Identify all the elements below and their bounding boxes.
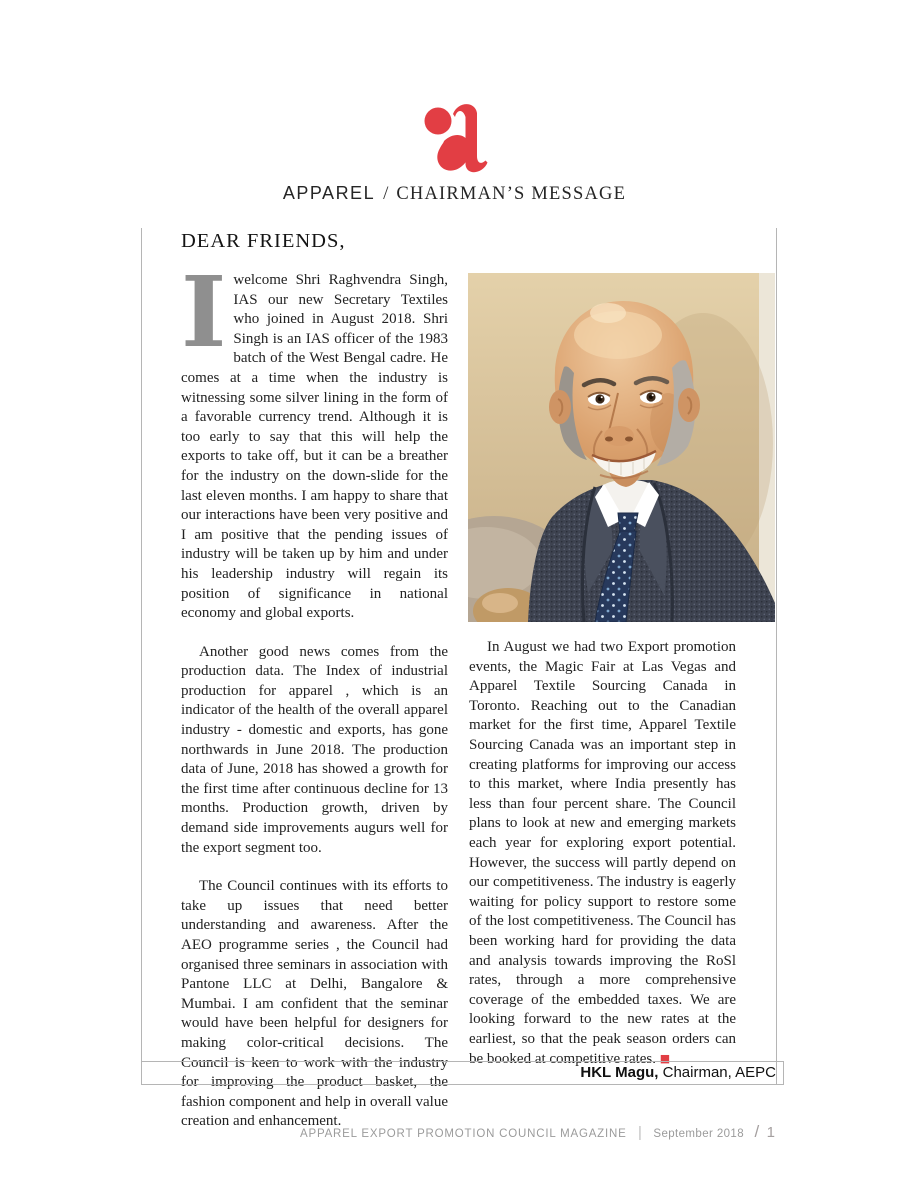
end-of-article-mark: ■ <box>659 1052 671 1066</box>
paragraph: The Council continues with its efforts to take up issues that need better understanding and awareness. After the AEO programme series , the Council had organised three seminars in association with Pantone LLC at Delhi, Bangalore & Mumbai. I am confident that the seminar would have been helpful for designers for making color-critical decisions. The Council is keen to work with the industry for improving the product basket, the fashion component and help in overall value creation and enhancement. <box>181 878 448 1130</box>
footer-separator: | <box>638 1124 642 1141</box>
issue-date: September 2018 <box>653 1128 745 1140</box>
page-footer <box>141 1122 775 1142</box>
right-column <box>469 638 736 1089</box>
chairman-photo <box>468 273 775 622</box>
section-title: CHAIRMAN’S MESSAGE <box>396 184 627 204</box>
apparel-a-logo-icon <box>413 98 497 178</box>
author-role: Chairman, AEPC <box>658 1064 776 1081</box>
author-name: HKL Magu, <box>580 1064 659 1081</box>
page-number-divider: / <box>754 1122 760 1141</box>
masthead <box>0 183 909 205</box>
magazine-name: APPAREL EXPORT PROMOTION COUNCIL MAGAZINE <box>300 1128 627 1140</box>
paragraph <box>181 255 448 624</box>
drop-cap: I <box>181 255 227 369</box>
paragraph-text: In August we had two Export promotion events, the Magic Fair at Las Vegas and Apparel Textile Sourcing Canada in Toronto. Reaching out to the Canadian market for the first time, Apparel Textile Sourcing Canada was an important step in creating platforms for improving our access to this market, where India presently has less than four percent share. The Council plans to look at new and emerging markets each year for exploring export potential. However, the success will partly depend on our competitiveness. The industry is eagerly waiting for policy support to restore some of the lost competitiveness. The Council has been working hard for providing the data and analysis towards improving the RoSl rates, through a more comprehensive coverage of the embedded taxes. We are looking forward to the new rates at the earliest, so that the peak season orders can be booked at competitive rates. <box>469 639 736 1068</box>
article-frame <box>141 228 777 1130</box>
masthead-divider: / <box>383 183 389 204</box>
greeting: DEAR FRIENDS, <box>181 230 346 252</box>
brand-name: APPAREL <box>282 183 376 203</box>
page-number: 1 <box>766 1124 775 1141</box>
paragraph: Another good news comes from the production data. The Index of industrial production for apparel , which is an indicator of the health of the overall apparel industry - domestic and exports, has gone northwards in June 2018. The production data of June, 2018 has showed a growth for the first time after continuous decline for 13 months. Production growth, driven by demand side improvements augurs well for the export segment too. <box>181 643 448 856</box>
attribution-bar <box>141 1061 784 1085</box>
paragraph-text: welcome Shri Raghvendra Singh, IAS our new Secretary Textiles who joined in August 2018. Shri Singh is an IAS officer of the 1983 batch of the West Bengal cadre. He comes at a time when the industry is witnessing some silver lining in the form of a favorable currency trend. Although it is too early to say that this will help the exports to take off, but it can be a breather for the industry on the down-slide for the last eleven months. I am happy to share that our interactions have been very positive and I am positive that the pending issues of industry will be taken up by him and under his leadership industry will regain its position of significance in national economy and global exports. <box>181 272 448 622</box>
left-column <box>181 255 448 1151</box>
paragraph <box>469 638 736 1070</box>
